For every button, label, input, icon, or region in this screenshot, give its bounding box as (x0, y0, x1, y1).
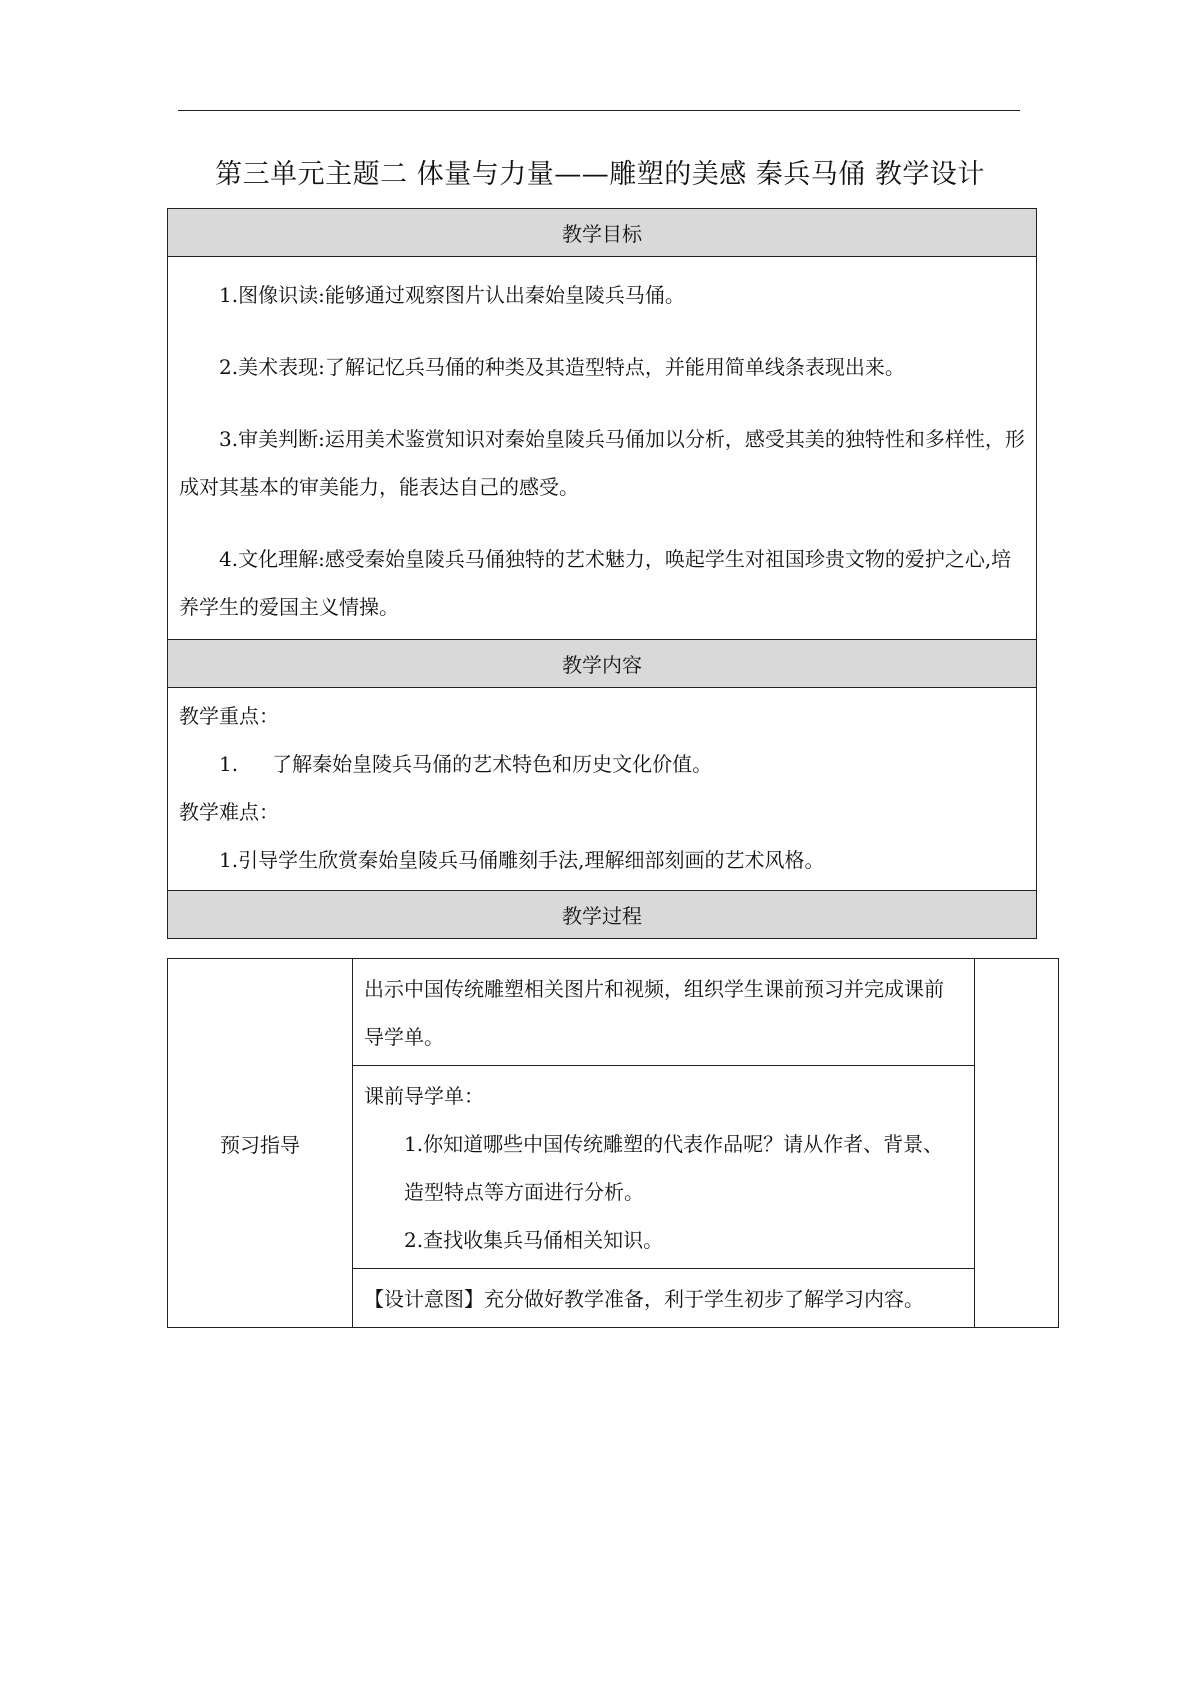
objective-item: 4.文化理解:感受秦始皇陵兵马俑独特的艺术魅力，唤起学生对祖国珍贵文物的爱护之心,培养学生的爱国主义情操。 (179, 547, 1012, 619)
worksheet-title: 课前导学单： (364, 1084, 484, 1108)
key-point-text: 了解秦始皇陵兵马俑的艺术特色和历史文化价值。 (272, 752, 713, 776)
objective-item: 3.审美判断:运用美术鉴赏知识对秦始皇陵兵马俑加以分析，感受其美的独特性和多样性，形成对其基本的审美能力，能表达自己的感受。 (179, 427, 1025, 499)
process-header: 教学过程 (168, 891, 1037, 939)
objectives-header: 教学目标 (168, 209, 1037, 257)
header-rule (178, 110, 1020, 111)
preview-row-intro (353, 959, 975, 1066)
key-point-number: 1. (219, 752, 239, 776)
document-title: 第三单元主题二 体量与力量——雕塑的美感 秦兵马俑 教学设计 (215, 159, 985, 190)
worksheet-item: 2.查找收集兵马俑相关知识。 (404, 1228, 664, 1252)
objective-item: 2.美术表现:了解记忆兵马俑的种类及其造型特点，并能用简单线条表现出来。 (219, 355, 905, 379)
lesson-plan-table (167, 208, 1037, 939)
preview-row-intent (353, 1269, 975, 1328)
design-intent-text: 【设计意图】充分做好教学准备，利于学生初步了解学习内容。 (364, 1287, 924, 1311)
objectives-cell (168, 257, 1037, 640)
key-point-item (179, 740, 1025, 788)
worksheet-item: 1.你知道哪些中国传统雕塑的代表作品呢？请从作者、背景、造型特点等方面进行分析。 (404, 1132, 944, 1204)
remarks-cell (975, 959, 1059, 1328)
content-header: 教学内容 (168, 640, 1037, 688)
difficulty-label: 教学难点： (179, 800, 279, 824)
key-points-label: 教学重点： (179, 704, 279, 728)
objective-item: 1.图像识读:能够通过观察图片认出秦始皇陵兵马俑。 (219, 283, 685, 307)
preview-row-worksheet (353, 1066, 975, 1269)
content-cell (168, 688, 1037, 891)
difficulty-item: 1.引导学生欣赏秦始皇陵兵马俑雕刻手法,理解细部刻画的艺术风格。 (219, 848, 825, 872)
process-table (167, 958, 1059, 1328)
preview-guide-label: 预习指导 (168, 959, 353, 1328)
preview-intro-text: 出示中国传统雕塑相关图片和视频，组织学生课前预习并完成课前导学单。 (364, 977, 944, 1049)
